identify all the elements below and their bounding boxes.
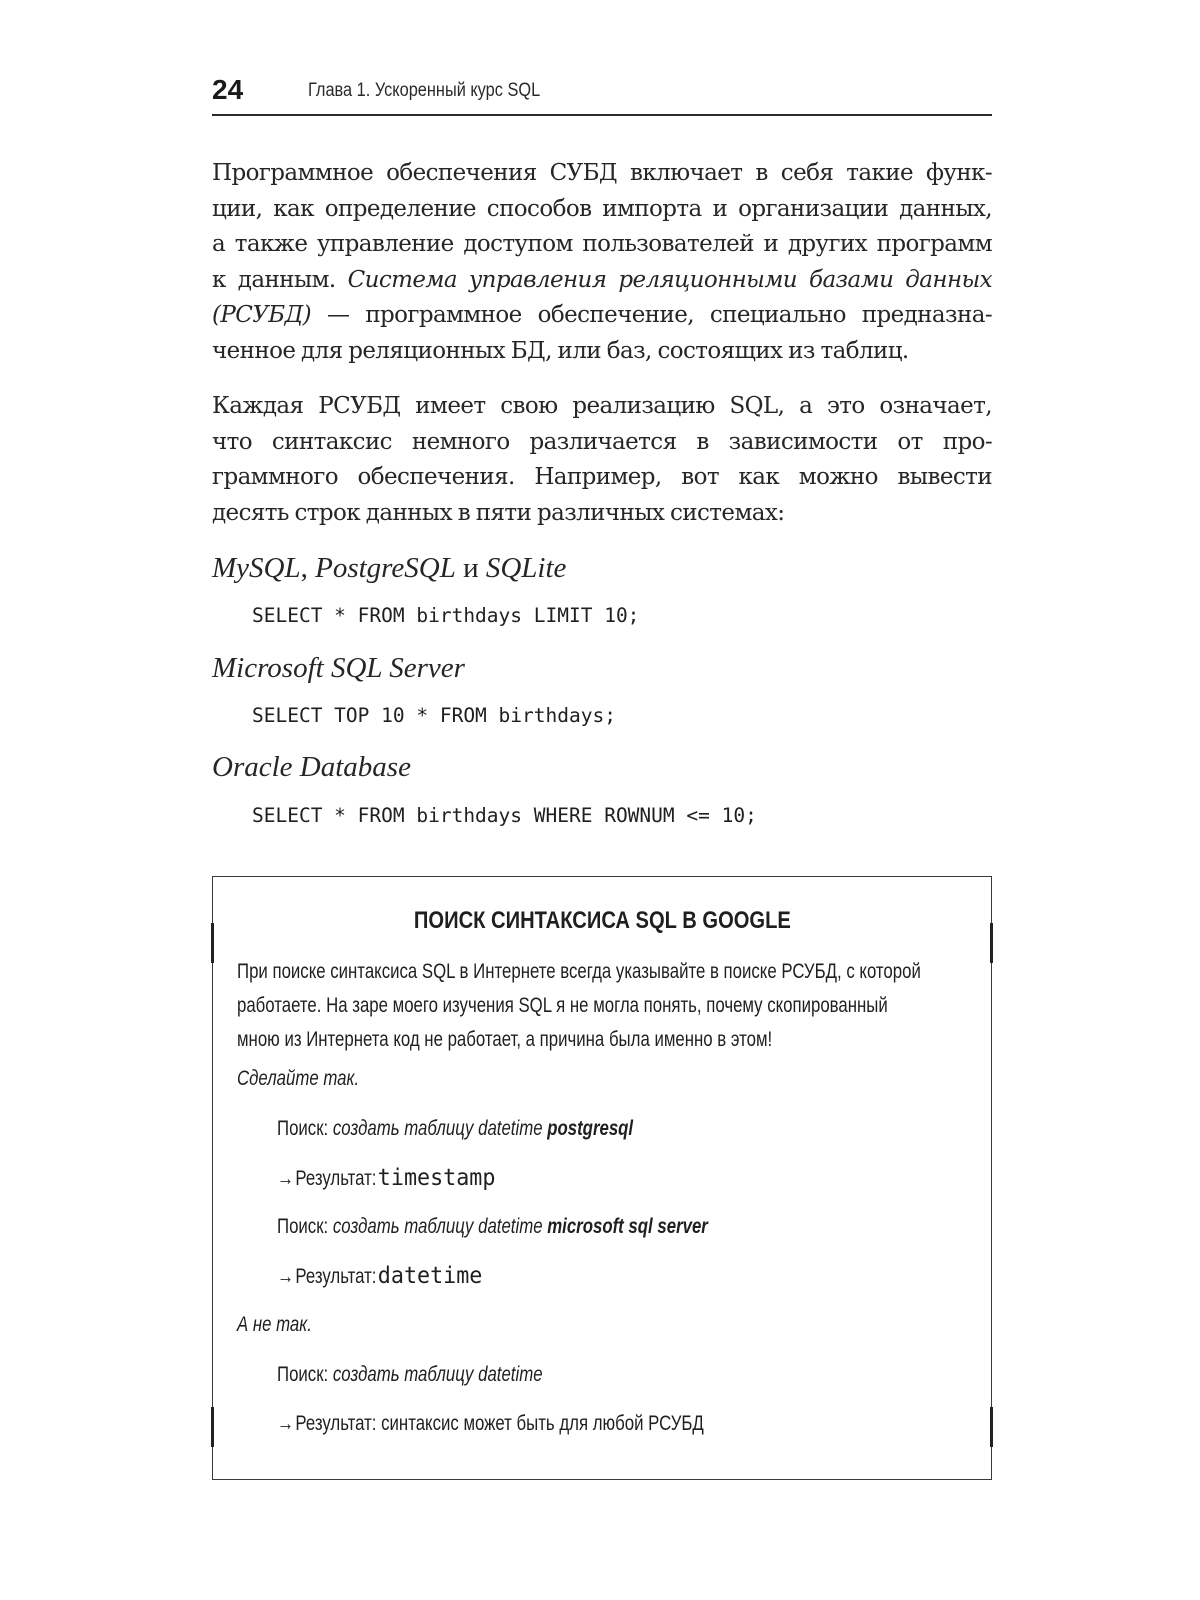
result-label: Результат: [295, 1167, 377, 1190]
result-value: синтаксис может быть для любой РСУБД [381, 1412, 704, 1435]
text-line: работаете. На заре моего изучения SQL я не могла понять, почему скопированный [237, 994, 888, 1017]
sidebar-title [213, 907, 991, 935]
result-label: Результат: [295, 1265, 377, 1288]
heading-fragment: PostgreSQL [315, 552, 456, 584]
paragraph-sql-dialects [212, 389, 992, 531]
term-rdbms: Система управления реляционными базами данных [347, 266, 992, 293]
sidebar-box [212, 876, 992, 1480]
text-line [212, 298, 992, 334]
text-line: ции, как определение способов импорта и организации данных, [212, 195, 992, 222]
result-value: datetime [378, 1263, 483, 1289]
text-line: При поиске синтаксиса SQL в Интернете всегда указывайте в поиске РСУБД, с которой [237, 960, 921, 983]
text-line: что синтаксис немного различается в зависимости от про- [212, 428, 992, 455]
dont-label: А не так. [237, 1313, 312, 1336]
search-example-postgresql [277, 1112, 633, 1146]
text-line: Программное обеспечения СУБД включает в себя такие функ- [212, 160, 992, 186]
text-fragment: к данным. [212, 266, 336, 293]
arrow-right-icon: → [277, 1265, 294, 1288]
text-line: ченное для реляционных БД, или баз, состоящих из таблиц. [212, 337, 909, 364]
search-query: создать таблицу datetime [332, 1215, 543, 1238]
code-example-limit: SELECT * FROM birthdays LIMIT 10; [252, 604, 640, 627]
text-line: десять строк данных в пяти различных системах: [212, 499, 785, 526]
border-tick [990, 1407, 993, 1447]
search-query: создать таблицу datetime [332, 1117, 543, 1140]
paragraph-dbms-definition [212, 156, 992, 369]
text-line: а также управление доступом пользователей и других программ [212, 231, 992, 257]
code-example-top: SELECT TOP 10 * FROM birthdays; [252, 704, 616, 727]
text-line: Каждая РСУБД имеет свою реализацию SQL, а это означает, [212, 393, 992, 419]
heading-fragment: MySQL [212, 552, 301, 584]
code-example-rownum: SELECT * FROM birthdays WHERE ROWNUM <= 10; [252, 804, 757, 827]
arrow-right-icon: → [277, 1412, 294, 1435]
heading-conjunction: и [455, 552, 486, 584]
heading-separator: , [300, 552, 316, 584]
example-heading-mysql [212, 552, 566, 585]
text-line: мною из Интернета код не работает, а причина была именно в этом! [237, 1028, 773, 1051]
result-value: timestamp [378, 1165, 496, 1191]
search-example-generic [277, 1358, 543, 1392]
search-dbms: postgresql [547, 1117, 634, 1140]
result-example-generic [277, 1407, 704, 1441]
search-label: Поиск: [277, 1363, 329, 1386]
result-example-postgresql [277, 1161, 496, 1196]
page-number: 24 [212, 74, 244, 105]
result-label: Результат: [295, 1412, 377, 1435]
search-label: Поиск: [277, 1117, 329, 1140]
result-example-mssql [277, 1259, 483, 1294]
text-fragment: — программное обеспечение, специально предназна- [326, 302, 992, 328]
heading-fragment: SQLite [485, 552, 567, 584]
search-label: Поиск: [277, 1215, 329, 1238]
sidebar-title-text: ПОИСК СИНТАКСИСА SQL В GOOGLE [413, 907, 791, 934]
search-query: создать таблицу datetime [332, 1363, 543, 1386]
search-dbms: microsoft sql server [547, 1215, 708, 1238]
text-line: граммного обеспечения. Например, вот как можно вывести [212, 464, 992, 490]
do-label: Сделайте так. [237, 1067, 360, 1090]
term-rdbms-abbrev: (РСУБД) [212, 302, 312, 328]
chapter-title: Глава 1. Ускоренный курс SQL [308, 80, 541, 101]
sidebar-paragraph [237, 955, 921, 1057]
text-line [212, 263, 992, 299]
example-heading-oracle: Oracle Database [212, 751, 411, 783]
arrow-right-icon: → [277, 1167, 294, 1190]
search-example-mssql [277, 1210, 708, 1244]
example-heading-mssql: Microsoft SQL Server [212, 652, 465, 684]
border-tick [211, 1407, 214, 1447]
running-head [212, 70, 992, 116]
